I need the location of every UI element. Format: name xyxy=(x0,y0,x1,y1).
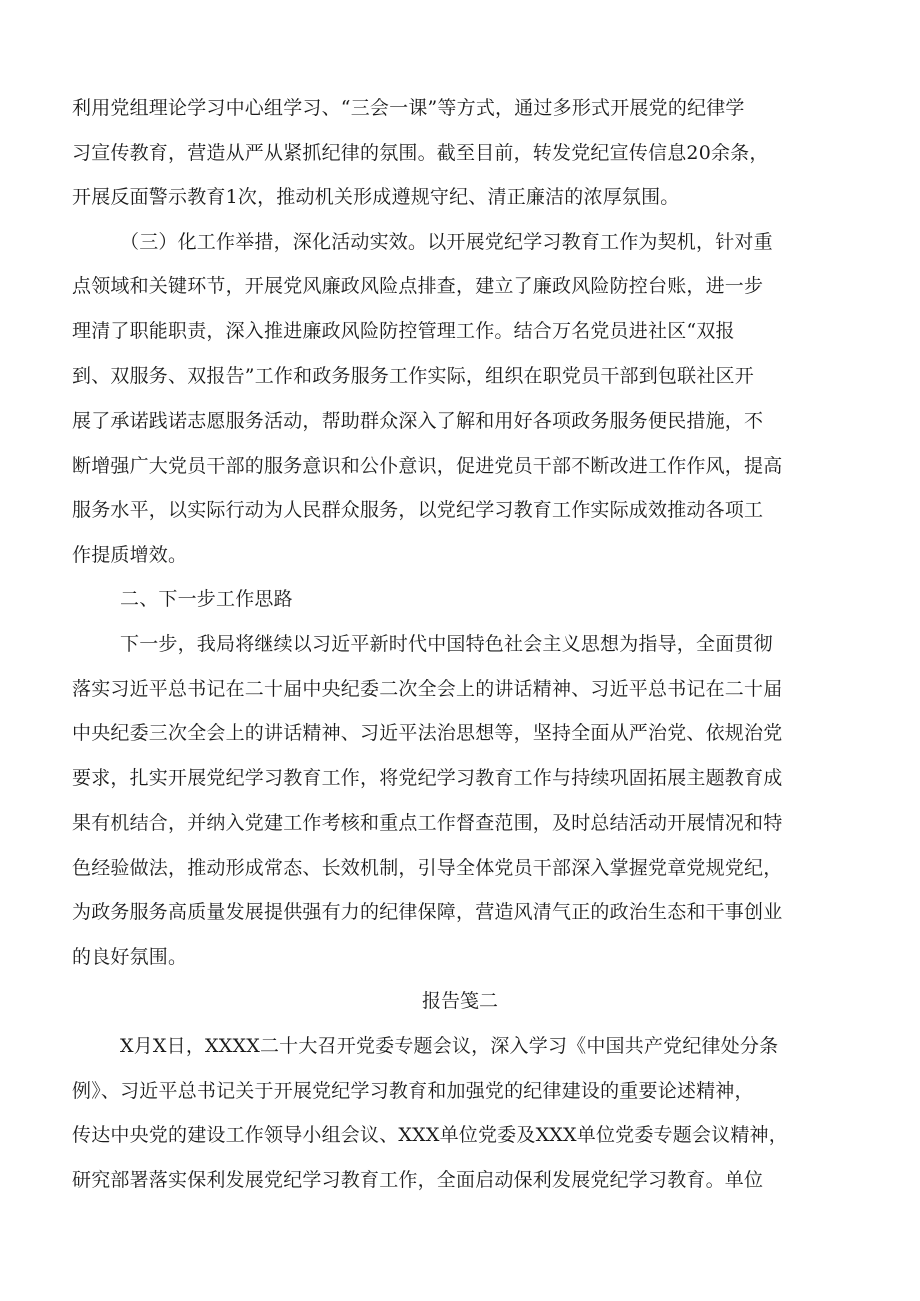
paragraph-2-line-5: 展了承诺践诺志愿服务活动，帮助群众深入了解和用好各项政务服务便民措施，不 xyxy=(72,410,764,432)
paragraph-2-line-7: 服务水平，以实际行动为人民群众服务，以党纪学习教育工作实际成效推动各项工 xyxy=(72,499,764,521)
paragraph-2-line-4: 到、双服务、双报告”工作和政务服务工作实际，组织在职党员干部到包联社区开 xyxy=(72,365,754,387)
paragraph-4-line-4: 研究部署落实保利发展党纪学习教育工作，全面启动保利发展党纪学习教育。单位 xyxy=(72,1169,764,1191)
paragraph-3-line-7: 为政务服务高质量发展提供强有力的纪律保障，营造风清气正的政治生态和干事创业 xyxy=(72,901,783,923)
paragraph-2-line-8: 作提质增效。 xyxy=(72,544,188,566)
paragraph-2-line-6: 断增强广大党员干部的服务意识和公仆意识，促进党员干部不断改进工作作风，提高 xyxy=(72,455,783,477)
section-heading: 二、下一步工作思路 xyxy=(120,588,293,610)
paragraph-2-line-3: 理清了职能职责，深入推进廉政风险防控管理工作。结合万名党员进社区“双报 xyxy=(72,320,735,342)
paragraph-1-line-2: 习宣传教育，营造从严从紧抓纪律的氛围。截至目前，转发党纪宣传信息20余条， xyxy=(72,142,769,164)
paragraph-3-line-6: 色经验做法，推动形成常态、长效机制，引导全体党员干部深入掌握党章党规党纪， xyxy=(72,857,783,879)
paragraph-3-line-4: 要求，扎实开展党纪学习教育工作，将党纪学习教育工作与持续巩固拓展主题教育成 xyxy=(72,767,783,789)
paragraph-3-line-3: 中央纪委三次全会上的讲话精神、习近平法治思想等，坚持全面从严治党、依规治党 xyxy=(72,722,783,744)
paragraph-1-line-1: 利用党组理论学习中心组学习、“三会一课”等方式，通过多形式开展党的纪律学 xyxy=(72,97,745,119)
paragraph-1-line-3: 开展反面警示教育1次，推动机关形成遵规守纪、清正廉洁的浓厚氛围。 xyxy=(72,186,680,208)
paragraph-4-line-3: 传达中央党的建设工作领导小组会议、XXX单位党委及XXX单位党委专题会议精神， xyxy=(72,1124,788,1146)
paragraph-3-line-2: 落实习近平总书记在二十届中央纪委二次全会上的讲话精神、习近平总书记在二十届 xyxy=(72,678,783,700)
paragraph-4-line-1: X月X日，XXXX二十大召开党委专题会议，深入学习《中国共产党纪律处分条 xyxy=(120,1035,779,1057)
paragraph-2-line-2: 点领域和关键环节，开展党风廉政风险点排查，建立了廉政风险防控台账，进一步 xyxy=(72,275,764,297)
paragraph-2-line-1: （三）化工作举措，深化活动实效。以开展党纪学习教育工作为契机，针对重 xyxy=(120,231,773,253)
section-title: 报告笺二 xyxy=(421,990,498,1012)
paragraph-3-line-5: 果有机结合，并纳入党建工作考核和重点工作督查范围，及时总结活动开展情况和特 xyxy=(72,812,783,834)
paragraph-4-line-2: 例》、习近平总书记关于开展党纪学习教育和加强党的纪律建设的重要论述精神， xyxy=(72,1080,754,1102)
paragraph-3-line-8: 的良好氛围。 xyxy=(72,946,188,968)
paragraph-3-line-1: 下一步，我局将继续以习近平新时代中国特色社会主义思想为指导，全面贯彻 xyxy=(120,633,773,655)
